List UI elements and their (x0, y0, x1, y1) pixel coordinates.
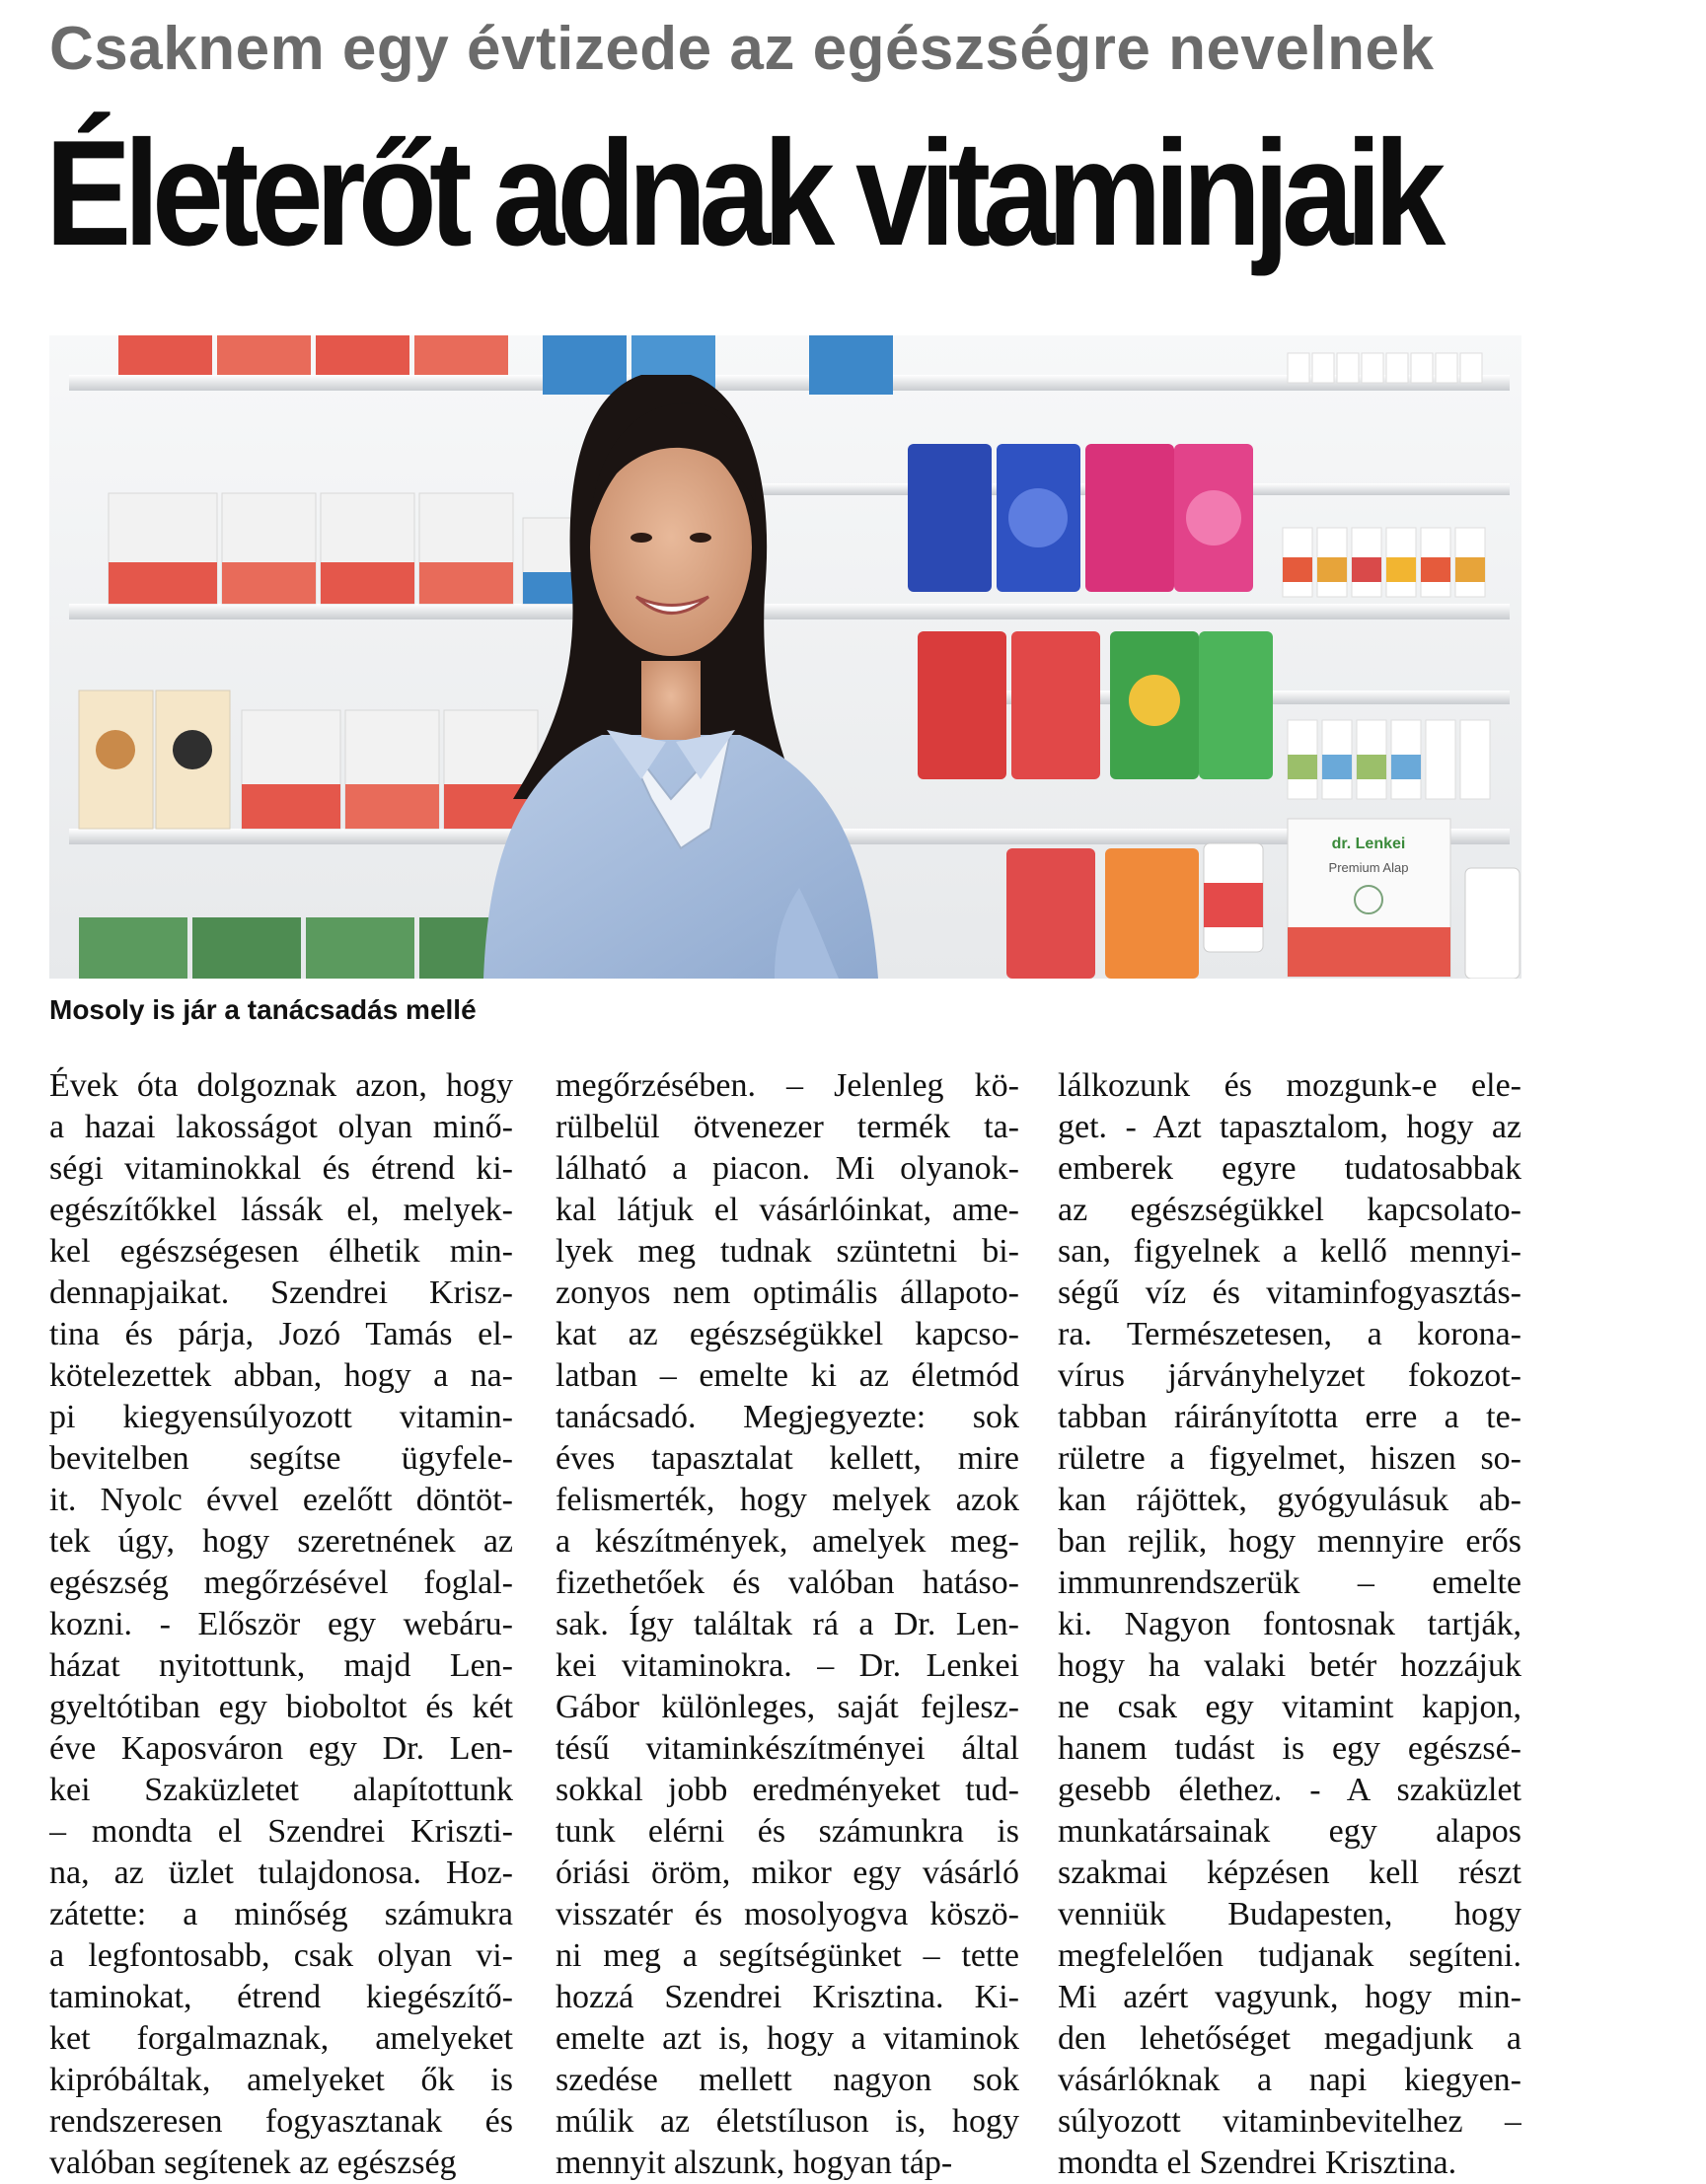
text-line: ségű víz és vitaminfogyasztás- (1058, 1274, 1521, 1311)
photo-caption: Mosoly is jár a tanácsadás mellé (49, 994, 477, 1025)
article-page (45, 0, 1521, 2183)
text-column-3 (1058, 1065, 1521, 2184)
text-line: tésű vitaminkészítményei által (556, 1730, 1019, 1767)
text-line: lálkozunk és mozgunk-e ele- (1058, 1067, 1521, 1104)
text-line: egészítőkkel lássák el, melyek- (49, 1192, 513, 1228)
text-line: ségi vitaminokkal és étrend ki- (49, 1150, 513, 1187)
article-kicker: Csaknem egy évtizede az egészségre nevelnek (49, 15, 1435, 83)
text-line: hanem tudást is egy egészsé- (1058, 1730, 1521, 1767)
text-line: bevitelben segítse ügyfele- (49, 1440, 513, 1477)
text-line: lálható a piacon. Mi olyanok- (556, 1150, 1019, 1187)
text-line: kipróbáltak, amelyeket ők is (49, 2062, 513, 2098)
text-line: kötelezettek abban, hogy a na- (49, 1357, 513, 1394)
text-line: megfelelően tudjanak segíteni. (1058, 1937, 1521, 1974)
text-line: kat az egészségükkel kapcso- (556, 1316, 1019, 1352)
text-line: tina és párja, Jozó Tamás el- (49, 1316, 513, 1352)
text-line: hogy ha valaki betér hozzájuk (1058, 1647, 1521, 1684)
text-line: tanácsadó. Megjegyezte: sok (556, 1399, 1019, 1435)
text-line: san, figyelnek a kellő mennyi- (1058, 1233, 1521, 1270)
text-line: munkatársainak egy alapos (1058, 1813, 1521, 1850)
text-line: házat nyitottunk, majd Len- (49, 1647, 513, 1684)
text-line: a legfontosabb, csak olyan vi- (49, 1937, 513, 1974)
text-line: kal látjuk el vásárlóinkat, ame- (556, 1192, 1019, 1228)
text-line: súlyozott vitaminbevitelhez – (1058, 2103, 1521, 2140)
text-line: sak. Így találtak rá a Dr. Len- (556, 1606, 1019, 1642)
text-line: emelte azt is, hogy a vitaminok (556, 2020, 1019, 2057)
text-line: gesebb élethez. - A szaküzlet (1058, 1772, 1521, 1808)
text-line: lyek meg tudnak szüntetni bi- (556, 1233, 1019, 1270)
text-line: az egészségükkel kapcsolato- (1058, 1192, 1521, 1228)
text-line: éves tapasztalat kellett, mire (556, 1440, 1019, 1477)
text-line: venniük Budapesten, hogy (1058, 1896, 1521, 1932)
text-line: éve Kaposváron egy Dr. Len- (49, 1730, 513, 1767)
text-line: emberek egyre tudatosabbak (1058, 1150, 1521, 1187)
text-line: rülbelül ötvenezer termék ta- (556, 1109, 1019, 1145)
text-line: tabban ráirányította erre a te- (1058, 1399, 1521, 1435)
text-line: rendszeresen fogyasztanak és (49, 2103, 513, 2140)
text-line: ni meg a segítségünket – tette (556, 1937, 1019, 1974)
product-brand-label: dr. Lenkei (1331, 836, 1406, 852)
text-line: tunk elérni és számunkra is (556, 1813, 1019, 1850)
text-line: taminokat, étrend kiegészítő- (49, 1979, 513, 2015)
text-line: a készítmények, amelyek meg- (556, 1523, 1019, 1560)
text-line: visszatér és mosolyogva köszö- (556, 1896, 1019, 1932)
text-line: rületre a figyelmet, hiszen so- (1058, 1440, 1521, 1477)
text-line: Évek óta dolgoznak azon, hogy (49, 1067, 513, 1104)
text-line: szakmai képzésen kell részt (1058, 1855, 1521, 1891)
text-line: mennyit alszunk, hogyan táp- (556, 2145, 953, 2181)
text-line: ban rejlik, hogy mennyire erős (1058, 1523, 1521, 1560)
text-line: ket forgalmaznak, amelyeket (49, 2020, 513, 2057)
text-line: múlik az életstíluson is, hogy (556, 2103, 1019, 2140)
text-line: immunrendszerük – emelte (1058, 1565, 1521, 1601)
photo-illustration (49, 335, 1521, 979)
article-body (49, 1065, 1521, 2181)
text-column-2 (556, 1065, 1019, 2184)
text-line: Mi azért vagyunk, hogy min- (1058, 1979, 1521, 2015)
text-line: ne csak egy vitamint kapjon, (1058, 1689, 1521, 1725)
text-line: den lehetőséget megadjunk a (1058, 2020, 1521, 2057)
text-line: tek úgy, hogy szeretnének az (49, 1523, 513, 1560)
text-line: dennapjaikat. Szendrei Krisz- (49, 1274, 513, 1311)
text-line: get. - Azt tapasztalom, hogy az (1058, 1109, 1521, 1145)
text-line: hozzá Szendrei Krisztina. Ki- (556, 1979, 1019, 2015)
text-line: megőrzésében. – Jelenleg kö- (556, 1067, 1019, 1104)
text-line: mondta el Szendrei Krisztina. (1058, 2145, 1457, 2181)
text-line: kozni. - Először egy webáru- (49, 1606, 513, 1642)
text-line: kel egészségesen élhetik min- (49, 1233, 513, 1270)
text-line: na, az üzlet tulajdonosa. Hoz- (49, 1855, 513, 1891)
text-line: latban – emelte ki az életmód (556, 1357, 1019, 1394)
text-line: szedése mellett nagyon sok (556, 2062, 1019, 2098)
text-line: óriási öröm, mikor egy vásárló (556, 1855, 1019, 1891)
product-name-label: Premium Alap (1328, 860, 1409, 875)
text-line: egészség megőrzésével foglal- (49, 1565, 513, 1601)
text-line: it. Nyolc évvel ezelőtt döntöt- (49, 1482, 513, 1518)
text-line: vásárlóknak a napi kiegyen- (1058, 2062, 1521, 2098)
text-line: – mondta el Szendrei Kriszti- (49, 1813, 513, 1850)
text-column-1 (49, 1065, 513, 2184)
text-line: a hazai lakosságot olyan minő- (49, 1109, 513, 1145)
text-line: kei vitaminokra. – Dr. Lenkei (556, 1647, 1019, 1684)
text-line: sokkal jobb eredményeket tud- (556, 1772, 1019, 1808)
text-line: gyeltótiban egy bioboltot és két (49, 1689, 513, 1725)
text-line: fizethetőek és valóban hatáso- (556, 1565, 1019, 1601)
text-line: pi kiegyensúlyozott vitamin- (49, 1399, 513, 1435)
text-line: kei Szaküzletet alapítottunk (49, 1772, 513, 1808)
article-photo (49, 335, 1521, 979)
text-line: zonyos nem optimális állapoto- (556, 1274, 1019, 1311)
text-line: Gábor különleges, saját fejlesz- (556, 1689, 1019, 1725)
text-line: kan rájöttek, gyógyulásuk ab- (1058, 1482, 1521, 1518)
text-line: felismerték, hogy melyek azok (556, 1482, 1019, 1518)
text-line: vírus járványhelyzet fokozot- (1058, 1357, 1521, 1394)
article-headline: Életerőt adnak vitaminjaik (45, 109, 1439, 277)
text-line: ra. Természetesen, a korona- (1058, 1316, 1521, 1352)
text-line: zátette: a minőség számukra (49, 1896, 513, 1932)
text-line: ki. Nagyon fontosnak tartják, (1058, 1606, 1521, 1642)
text-line: valóban segítenek az egészség (49, 2145, 457, 2181)
